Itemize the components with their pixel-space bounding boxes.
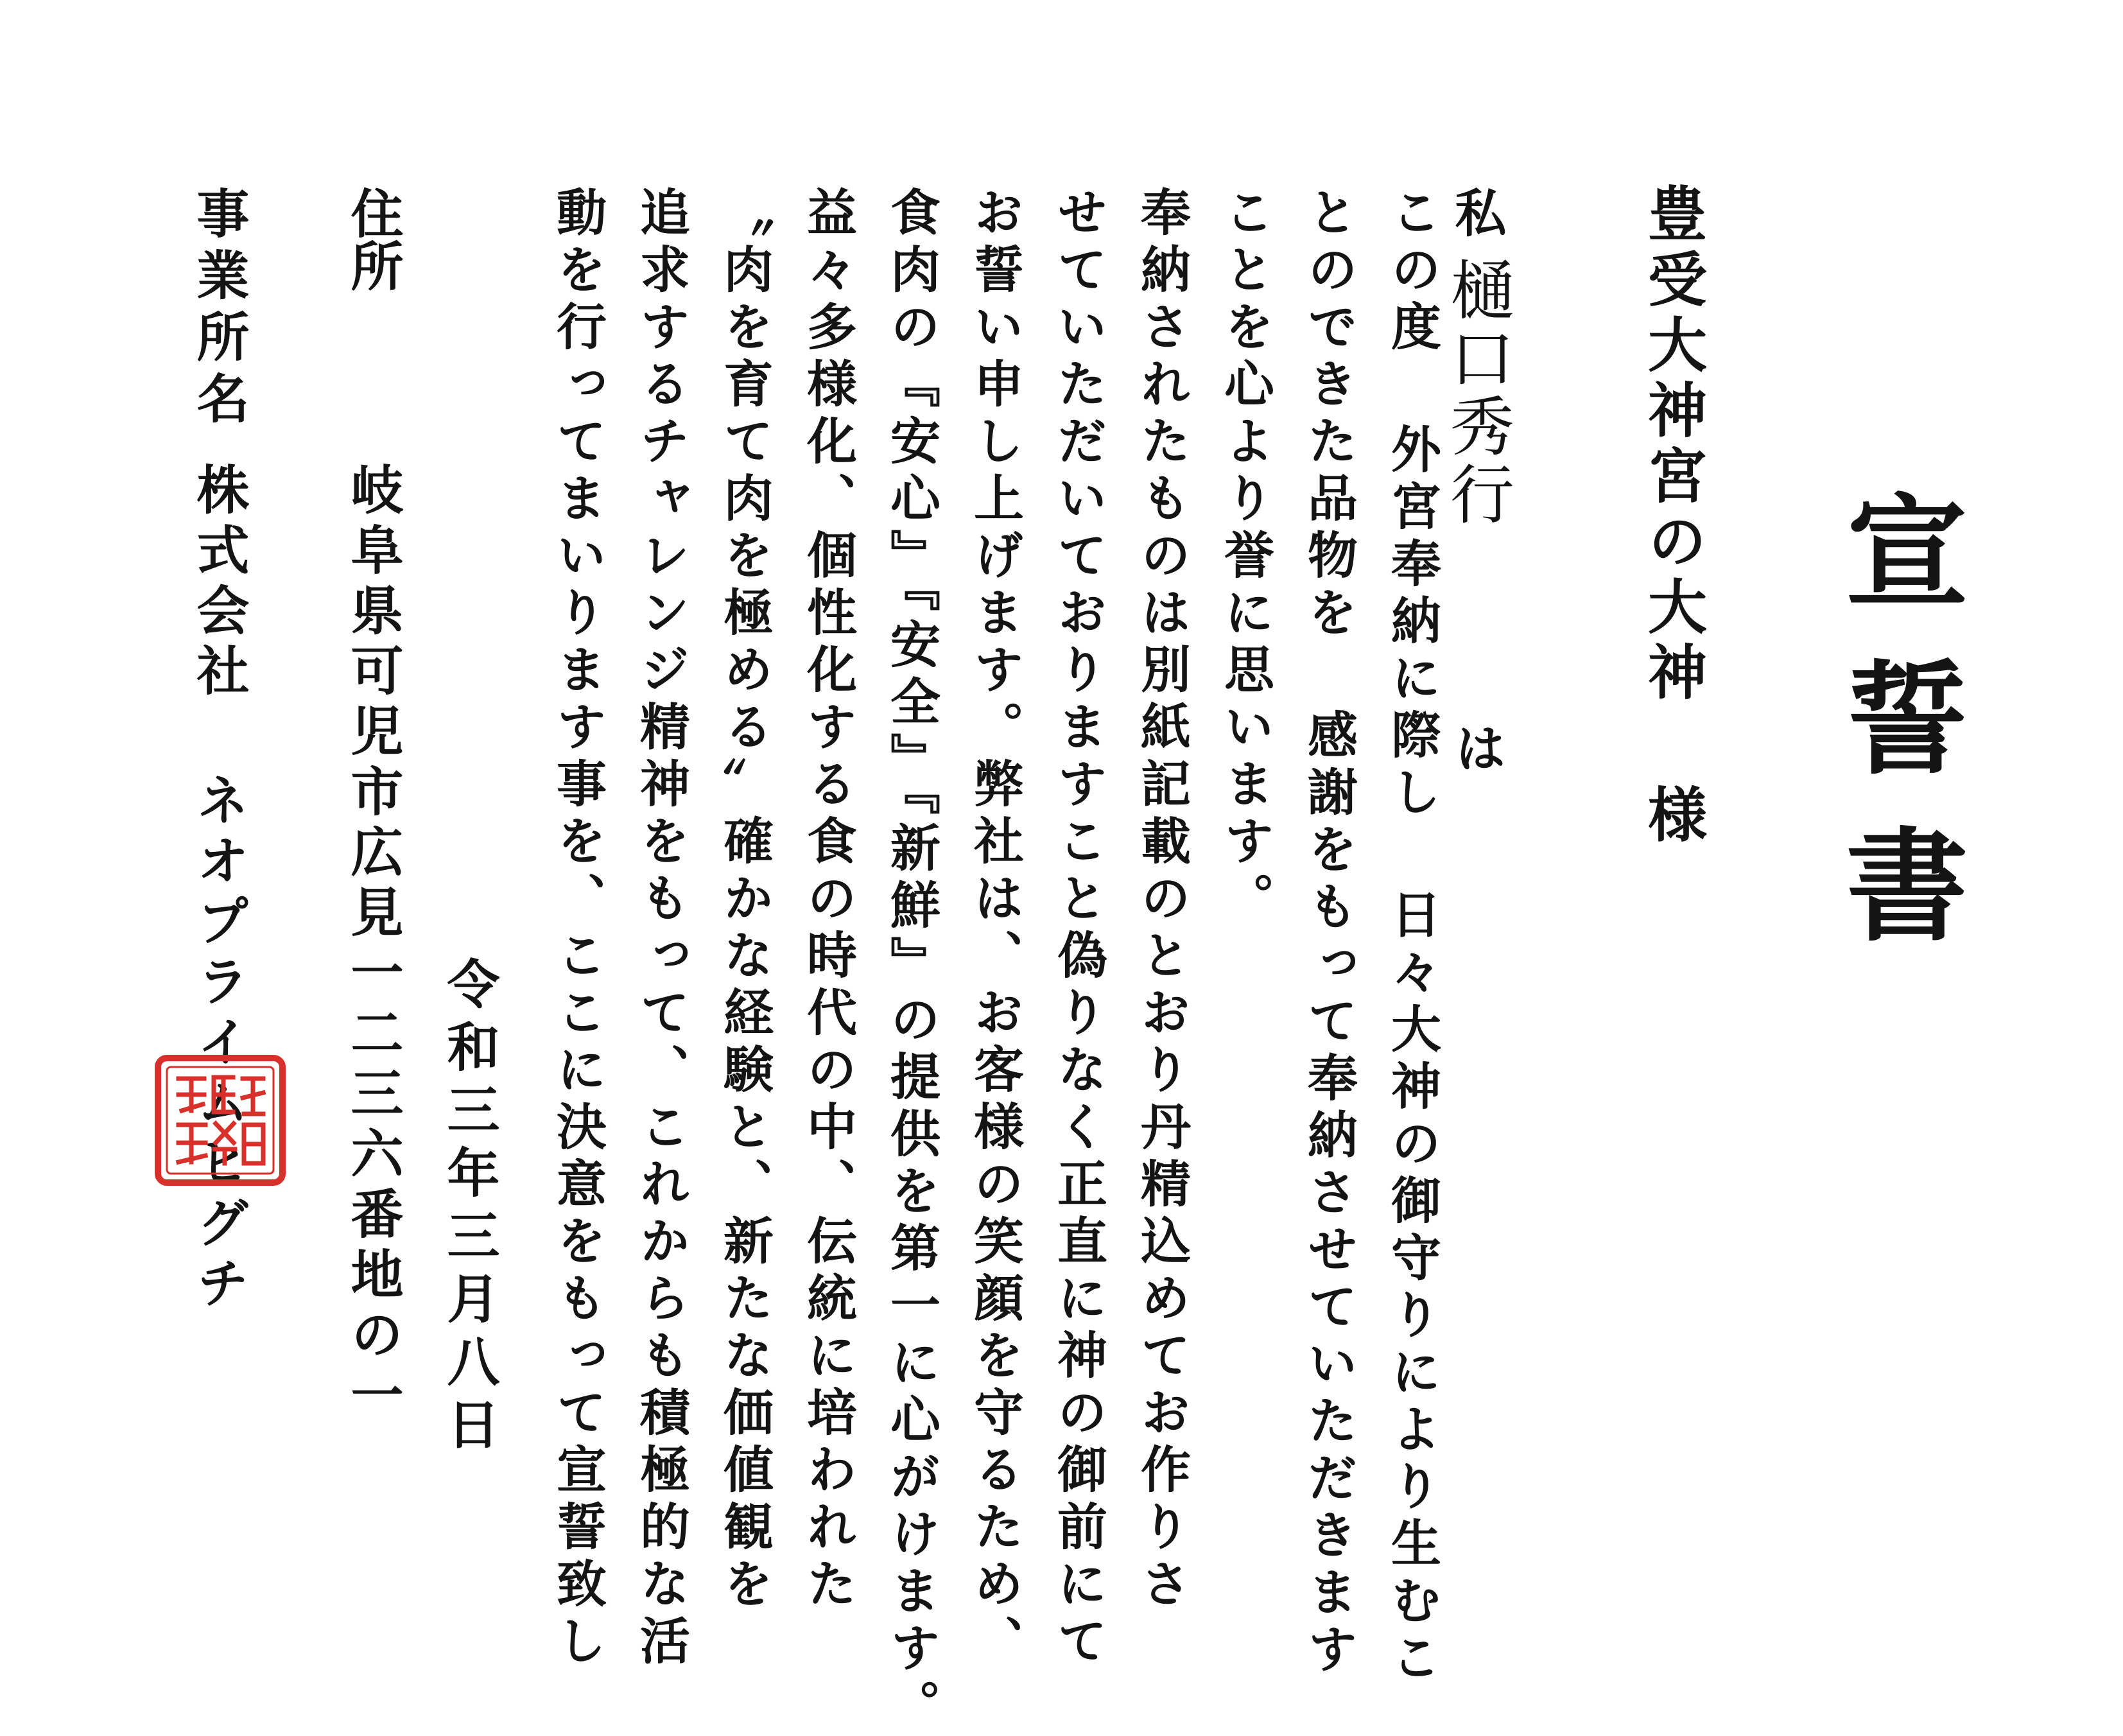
body-column: ことを心より誉に思います。 <box>1216 186 1274 929</box>
document-title: 宣誓書 <box>1826 488 1969 989</box>
declarant-prefix: 私 <box>1446 186 1507 244</box>
body-column: せていただいておりますこと偽りなく正直に神の御前にて <box>1049 186 1107 1672</box>
business-value: 株式会社 ネオプライムヒグチ <box>188 462 250 1316</box>
body-column: この度 外宮奉納に際し 日々大神の御守りにより生むこ <box>1383 186 1441 1688</box>
date: 令和三年三月八日 <box>438 957 500 1460</box>
body-column: 益々多様化、個性化する食の時代の中、伝統に培われた <box>799 186 857 1615</box>
declarant-particle: は <box>1446 722 1507 779</box>
declarant-line <box>1439 186 1514 779</box>
body-column: 動を行ってまいります事を、ここに決意をもって宣誓致し <box>548 186 607 1672</box>
recipient-honorific: 様 <box>1638 784 1708 849</box>
address-value: 岐阜県可児市広見一二三六番地の一 <box>342 462 404 1428</box>
body-column: お誓い申し上げます。弊社は、お客様の笑顔を守るため、 <box>966 186 1024 1672</box>
recipient-line <box>1638 183 1708 849</box>
body-column: 食肉の『安心』『安全』『新鮮』の提供を第一に心がけます。 <box>882 186 940 1736</box>
company-seal <box>153 1053 288 1188</box>
business-label: 事業所名 <box>188 186 250 433</box>
body-column: 〝肉を育て肉を極める〟確かな経験と、新たな価値観を <box>715 186 774 1615</box>
address-label: 住所 <box>342 186 404 291</box>
handwritten-signature: 樋口秀行 <box>1439 257 1514 529</box>
body-column: 追求するチャレンジ精神をもって、これからも積極的な活 <box>632 186 690 1672</box>
body-column: 奉納されたものは別紙記載のとおり丹精込めてお作りさ <box>1132 186 1191 1615</box>
recipient-name: 豊受大神宮の大神 <box>1638 183 1708 707</box>
body-column: とのできた品物を 感謝をもって奉納させていただきます <box>1299 186 1358 1680</box>
seal-text: 株式会社ネオプライムヒグチ之印 <box>153 1053 162 1054</box>
